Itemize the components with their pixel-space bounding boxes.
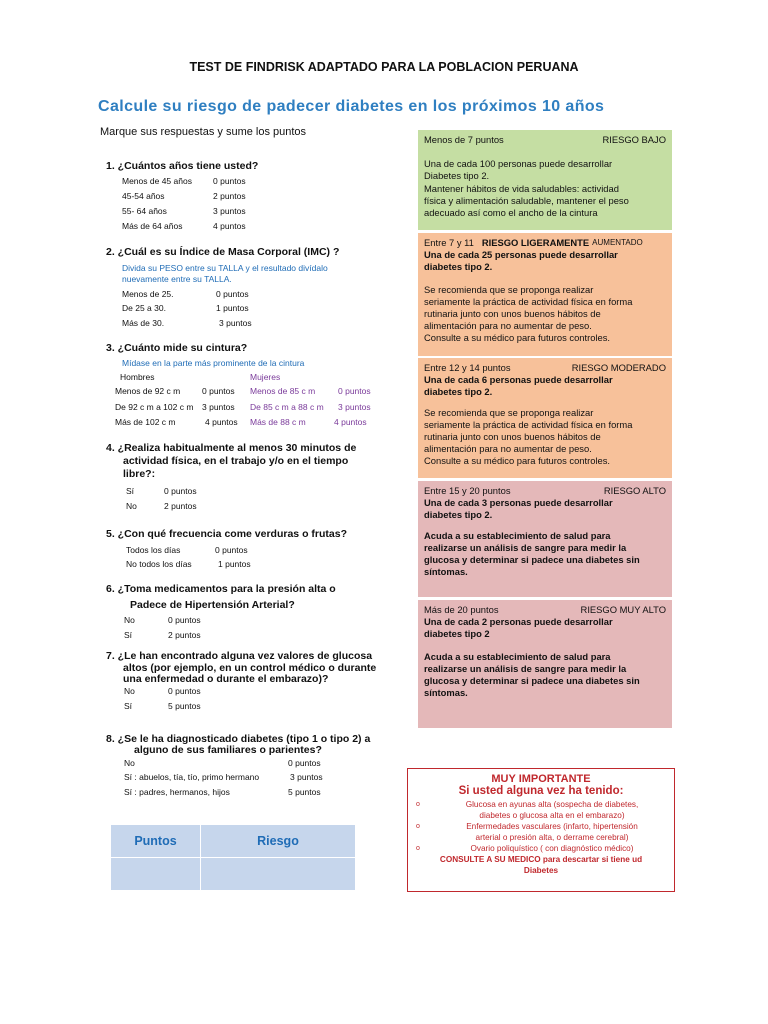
panel-text: Mantener hábitos de vida saludables: actividad [424,182,619,194]
q4-option-label[interactable]: No [126,501,137,511]
panel-text: diabetes tipo 2. [424,261,493,273]
panel-risk: RIESGO MODERADO [571,362,666,373]
q3-men-header: Hombres [120,372,155,382]
q5-option-label[interactable]: Todos los días [126,545,181,555]
q6-option-label[interactable]: No [124,615,135,625]
q2-option-label[interactable]: Menos de 25. [122,289,174,299]
panel-range: Entre 15 y 20 puntos [424,485,511,496]
q4-option-points: 2 puntos [164,501,197,511]
question-3: 3. ¿Cuánto mide su cintura? [106,342,248,354]
q2-note: Divida su PESO entre su TALLA y el resultado divídalo [122,263,328,273]
question-5: 5. ¿Con qué frecuencia come verduras o frutas? [106,528,347,540]
q1-option-label[interactable]: Más de 64 años [122,221,183,231]
q5-option-label[interactable]: No todos los días [126,559,192,569]
q2-option-points: 1 puntos [216,303,249,313]
question-2: 2. ¿Cuál es su Índice de Masa Corporal (IMC) ? [106,246,340,258]
q6-option-points: 0 puntos [168,615,201,625]
panel-text: Se recomienda que se proponga realizar [424,406,594,418]
panel-range: Más de 20 puntos [424,604,499,615]
question-8-cont: alguno de sus familiares o parientes? [134,744,322,756]
q3-men-option[interactable]: Menos de 92 c m [115,386,181,396]
q3-men-option[interactable]: De 92 c m a 102 c m [115,402,194,412]
q2-option-points: 0 puntos [216,289,249,299]
risk-panel-very-high [418,600,672,728]
q3-men-points: 0 puntos [202,386,235,396]
score-table-header-points: Puntos [111,825,201,858]
q7-option-label[interactable]: No [124,686,135,696]
question-6-cont: Padece de Hipertensión Arterial? [130,599,295,611]
important-list [414,799,668,854]
important-box [407,768,675,892]
panel-text: Una de cada 2 personas puede desarrollar [424,616,613,628]
question-1: 1. ¿Cuántos años tiene usted? [106,160,259,172]
risk-panel-moderate [418,358,672,478]
list-item [414,832,668,843]
panel-range: Menos de 7 puntos [424,134,504,145]
panel-text: física y alimentación saludable, mantener el peso [424,194,629,206]
panel-text: seriamente la práctica de actividad física en forma [424,295,633,307]
q2-option-label[interactable]: De 25 a 30. [122,303,166,313]
q1-option-points: 3 puntos [213,206,246,216]
panel-text: rutinaria junto con unos buenos hábitos de [424,431,601,443]
panel-text: alimentación para no aumentar de peso. [424,443,592,455]
page-subtitle: Calcule su riesgo de padecer diabetes en los próximos 10 años [98,98,605,115]
panel-text: rutinaria junto con unos buenos hábitos de [424,308,601,320]
score-table-risk-cell[interactable] [201,858,356,891]
q4-option-points: 0 puntos [164,486,197,496]
panel-risk: RIESGO MUY ALTO [580,604,666,615]
q3-women-option[interactable]: De 85 c m a 88 c m [250,402,324,412]
panel-risk: RIESGO LIGERAMENTE [481,237,590,248]
question-4-cont: libre?: [123,468,156,480]
panel-text: alimentación para no aumentar de peso. [424,320,592,332]
panel-text: realizarse un análisis de sangre para medir la [424,541,627,553]
q8-option-points: 5 puntos [288,787,321,797]
q3-men-option[interactable]: Más de 102 c m [115,417,176,427]
q5-option-points: 0 puntos [215,545,248,555]
panel-risk-suffix: AUMENTADO [592,238,643,247]
panel-text: Una de cada 3 personas puede desarrollar [424,497,613,509]
panel-risk: RIESGO ALTO [603,485,666,496]
score-table [110,824,356,891]
q3-women-points: 3 puntos [338,402,371,412]
important-heading: MUY IMPORTANTE [491,773,591,785]
question-7-cont: una enfermedad o durante el embarazo)? [123,673,329,685]
q1-option-points: 4 puntos [213,221,246,231]
panel-text: realizarse un análisis de sangre para medir la [424,662,627,674]
panel-text: Diabetes tipo 2. [424,170,490,182]
panel-text: glucosa y determinar si padece una diabetes sin [424,675,640,687]
q3-note: Mídase en la parte más prominente de la cintura [122,358,305,368]
panel-text: diabetes tipo 2. [424,509,493,521]
q2-note: nuevamente entre su TALLA. [122,274,232,284]
instructions: Marque sus respuestas y sume los puntos [100,126,307,138]
panel-text: síntomas. [424,566,468,578]
q3-women-points: 4 puntos [334,417,367,427]
question-4-cont: actividad física, en el trabajo y/o en el tiempo [123,455,349,467]
q8-option-points: 0 puntos [288,758,321,768]
q3-men-points: 3 puntos [202,402,235,412]
bullet-icon: o [416,823,420,830]
question-8: 8. ¿Se le ha diagnosticado diabetes (tipo 1 o tipo 2) a [106,733,371,745]
list-item-text: arterial o presión alta, o derrame cerebral) [475,833,629,842]
panel-text: adecuado así como el ancho de la cintura [424,207,598,219]
q7-option-label[interactable]: Sí [124,701,133,711]
panel-text: Una de cada 25 personas puede desarrollar [424,249,618,261]
q8-option-points: 3 puntos [290,772,323,782]
q8-option-label[interactable]: Sí : padres, hermanos, hijos [124,787,230,797]
list-item-text: Ovario poliquístico ( con diagnóstico médico) [470,844,634,853]
bullet-icon: o [416,801,420,808]
panel-text: glucosa y determinar si padece una diabetes sin [424,554,640,566]
risk-panel-slight [418,233,672,356]
panel-text: síntomas. [424,687,468,699]
q2-option-points: 3 puntos [219,318,252,328]
important-footer: Diabetes [523,866,559,875]
panel-range: Entre 7 y 11 [424,237,474,248]
q3-women-option[interactable]: Menos de 85 c m [250,386,316,396]
panel-text: Acuda a su establecimiento de salud para [424,650,611,662]
q7-option-points: 5 puntos [168,701,201,711]
question-7-cont: altos (por ejemplo, en un control médico o durante [123,662,377,674]
q6-option-label[interactable]: Sí [124,630,133,640]
important-subheading: Si usted alguna vez ha tenido: [458,785,624,797]
q4-option-label[interactable]: Sí [126,486,135,496]
list-item [414,810,668,821]
list-item-text: Glucosa en ayunas alta (sospecha de diabetes, [465,800,639,809]
question-6: 6. ¿Toma medicamentos para la presión alta o [106,583,336,595]
panel-text: Consulte a su médico para futuros controles. [424,455,611,467]
panel-text: Se recomienda que se proponga realizar [424,283,594,295]
q3-women-header: Mujeres [250,372,281,382]
score-table-points-cell[interactable] [111,858,201,891]
q7-option-points: 0 puntos [168,686,201,696]
risk-panel-high [418,481,672,597]
question-4: 4. ¿Realiza habitualmente al menos 30 minutos de [106,442,357,454]
panel-text: Una de cada 100 personas puede desarrollar [424,158,613,170]
panel-text: diabetes tipo 2 [424,628,490,640]
panel-risk: RIESGO BAJO [602,134,666,145]
q5-option-points: 1 puntos [218,559,251,569]
q3-women-points: 0 puntos [338,386,371,396]
q1-option-label[interactable]: 55- 64 años [122,206,167,216]
panel-text: diabetes tipo 2. [424,386,493,398]
q3-women-option[interactable]: Más de 88 c m [250,417,306,427]
q8-option-label[interactable]: No [124,758,135,768]
risk-panel-low [418,130,672,230]
panel-text: seriamente la práctica de actividad física en forma [424,418,633,430]
q8-option-label[interactable]: Sí : abuelos, tía, tío, primo hermano [124,772,260,782]
q1-option-label[interactable]: 45-54 años [122,191,165,201]
important-footer: CONSULTE A SU MEDICO para descartar si tiene ud [439,855,643,864]
list-item-text: Enfermedades vasculares (infarto, hipertensión [466,822,638,831]
list-item [414,799,668,810]
list-item [414,843,668,854]
panel-text: Acuda a su establecimiento de salud para [424,529,611,541]
q1-option-label[interactable]: Menos de 45 años [122,176,192,186]
bullet-icon: o [416,845,420,852]
q1-option-points: 2 puntos [213,191,246,201]
panel-text: Una de cada 6 personas puede desarrollar [424,374,613,386]
q6-option-points: 2 puntos [168,630,201,640]
q3-men-points: 4 puntos [205,417,238,427]
panel-range: Entre 12 y 14 puntos [424,362,511,373]
panel-text: Consulte a su médico para futuros controles. [424,332,611,344]
list-item [414,821,668,832]
question-7: 7. ¿Le han encontrado alguna vez valores de glucosa [106,650,373,662]
list-item-text: diabetes o glucosa alta en el embarazo) [479,811,625,820]
score-table-header-risk: Riesgo [201,825,356,858]
q2-option-label[interactable]: Más de 30. [122,318,165,328]
q1-option-points: 0 puntos [213,176,246,186]
page-title: TEST DE FINDRISK ADAPTADO PARA LA POBLACION PERUANA [189,60,579,74]
